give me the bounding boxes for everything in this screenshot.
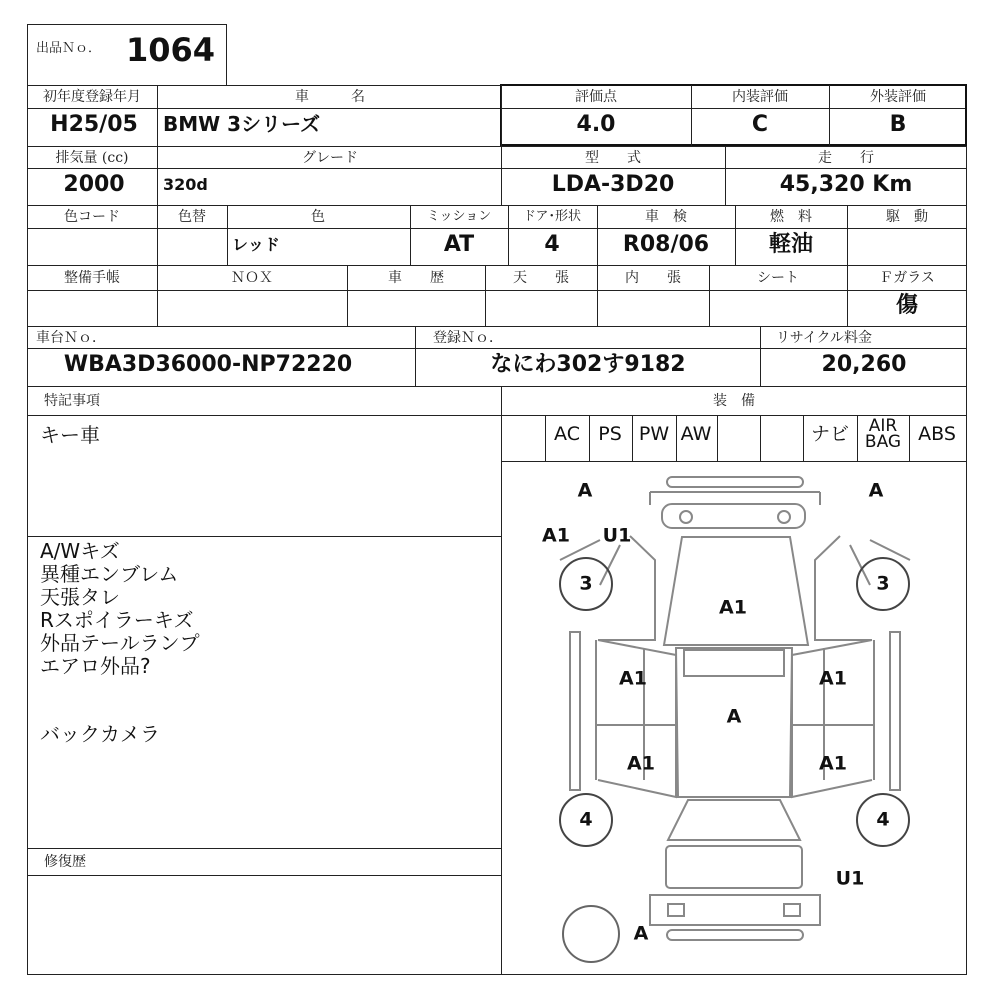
damage-fender-left-a1: A1 <box>542 524 570 547</box>
mission-value: AT <box>443 232 475 257</box>
fuel-label: 燃 料 <box>770 209 812 225</box>
recycle-value: 20,260 <box>821 352 907 377</box>
registration-label: 登録Ｎｏ． <box>433 330 503 346</box>
color-change-label: 色替 <box>178 209 206 225</box>
note-line: 外品テールランプ <box>40 631 200 655</box>
equipment-item-airbag: AIR BAG <box>864 416 902 453</box>
headlight-left-icon <box>680 511 692 523</box>
taillight-left-icon <box>668 904 684 916</box>
score-value: 4.0 <box>576 112 616 137</box>
equipment-item-ac: AC <box>554 423 580 445</box>
fuel-value: 軽油 <box>768 232 814 257</box>
windshield-shape <box>684 650 784 676</box>
displacement-label: 排気量 (cc) <box>55 150 129 166</box>
trunk-shape <box>666 846 802 888</box>
damage-rear-bumper: A <box>633 922 649 945</box>
damage-door-rr: A1 <box>819 752 847 775</box>
front-nose-shape <box>662 504 805 528</box>
nox-label: ＮＯＸ <box>231 270 273 286</box>
note-line: 異種エンブレム <box>40 562 179 586</box>
door-label: ドア･形状 <box>522 209 582 224</box>
interior-trim-label: 内 張 <box>625 270 681 286</box>
damage-wheel-rr: 4 <box>876 808 890 831</box>
car-name-label: 車 名 <box>295 89 365 105</box>
note-line: 天張タレ <box>40 585 120 609</box>
headlight-right-icon <box>778 511 790 523</box>
damage-door-rl: A1 <box>627 752 655 775</box>
mileage-label: 走 行 <box>818 150 874 166</box>
exterior-label: 外装評価 <box>870 89 926 105</box>
damage-rear-u1: U1 <box>835 867 865 890</box>
maintenance-label: 整備手帳 <box>64 270 120 286</box>
inspection-value: R08/06 <box>622 232 710 257</box>
hood-shape <box>664 537 808 645</box>
drive-label: 駆 動 <box>886 209 928 225</box>
notes-label: 特記事項 <box>44 393 100 409</box>
damage-front-right: A <box>868 479 884 502</box>
damage-wheel-fr: 3 <box>876 572 890 595</box>
first-reg-label: 初年度登録年月 <box>43 89 141 105</box>
color-label: 色 <box>311 209 325 225</box>
repair-label: 修復歴 <box>44 854 86 870</box>
damage-wheel-fl: 3 <box>579 572 593 595</box>
history-label: 車 歴 <box>388 270 444 286</box>
grade-label: グレード <box>302 150 358 166</box>
model-value: LDA-3D20 <box>551 172 675 197</box>
spare-tire-icon <box>563 906 619 962</box>
mission-label: ミッション <box>426 209 492 224</box>
mileage-value: 45,320 Km <box>779 172 913 197</box>
equipment-item-navi: ナビ <box>810 423 850 445</box>
damage-fender-left-u1: U1 <box>602 524 632 547</box>
equipment-item-pw: PW <box>638 423 670 445</box>
rear-window-shape <box>668 800 800 840</box>
lot-label: 出品Ｎｏ． <box>36 41 102 56</box>
equipment-label: 装 備 <box>713 393 755 409</box>
score-label: 評価点 <box>575 89 617 105</box>
grade-value: 320d <box>163 175 208 194</box>
model-label: 型 式 <box>585 150 641 166</box>
lot-number: 1064 <box>126 31 216 69</box>
interior-label: 内装評価 <box>732 89 788 105</box>
equipment-item-ps: PS <box>598 423 622 445</box>
seat-label: シート <box>757 270 799 286</box>
color-code-label: 色コード <box>64 209 120 225</box>
chassis-label: 車台Ｎｏ． <box>36 330 106 346</box>
notes-top: キー車 <box>40 423 100 447</box>
damage-front-left: A <box>577 479 593 502</box>
fglass-label: Ｆガラス <box>879 270 935 286</box>
damage-door-fl: A1 <box>619 667 647 690</box>
note-line: A/Wキズ <box>40 539 120 563</box>
displacement-value: 2000 <box>63 172 125 197</box>
interior-value: C <box>751 112 769 137</box>
rear-bumper-shape <box>667 930 803 940</box>
front-bumper-shape <box>667 477 803 487</box>
recycle-label: リサイクル料金 <box>776 330 873 346</box>
right-mirror-shape <box>890 632 900 790</box>
registration-value: なにわ302す9182 <box>490 352 686 377</box>
damage-hood: A1 <box>719 596 747 619</box>
car-name-value: BMW 3シリーズ <box>163 112 321 136</box>
door-value: 4 <box>544 232 560 257</box>
fglass-value: 傷 <box>895 293 919 318</box>
damage-door-fr: A1 <box>819 667 847 690</box>
exterior-value: B <box>889 112 907 137</box>
note-line: Rスポイラーキズ <box>40 608 194 632</box>
damage-wheel-rl: 4 <box>579 808 593 831</box>
left-mirror-shape <box>570 632 580 790</box>
note-line: エアロ外品? <box>40 654 151 678</box>
inspection-label: 車 検 <box>645 209 687 225</box>
equipment-item-abs: ABS <box>918 423 956 445</box>
first-reg-value: H25/05 <box>50 112 138 137</box>
color-value: レッド <box>232 235 280 254</box>
sunroof-label: 天 張 <box>513 270 569 286</box>
taillight-right-icon <box>784 904 800 916</box>
damage-roof: A <box>726 705 742 728</box>
rear-body-shape <box>650 895 820 925</box>
note-extra: バックカメラ <box>40 722 160 746</box>
chassis-value: WBA3D36000-NP72220 <box>63 352 353 377</box>
equipment-item-aw: AW <box>680 423 712 445</box>
